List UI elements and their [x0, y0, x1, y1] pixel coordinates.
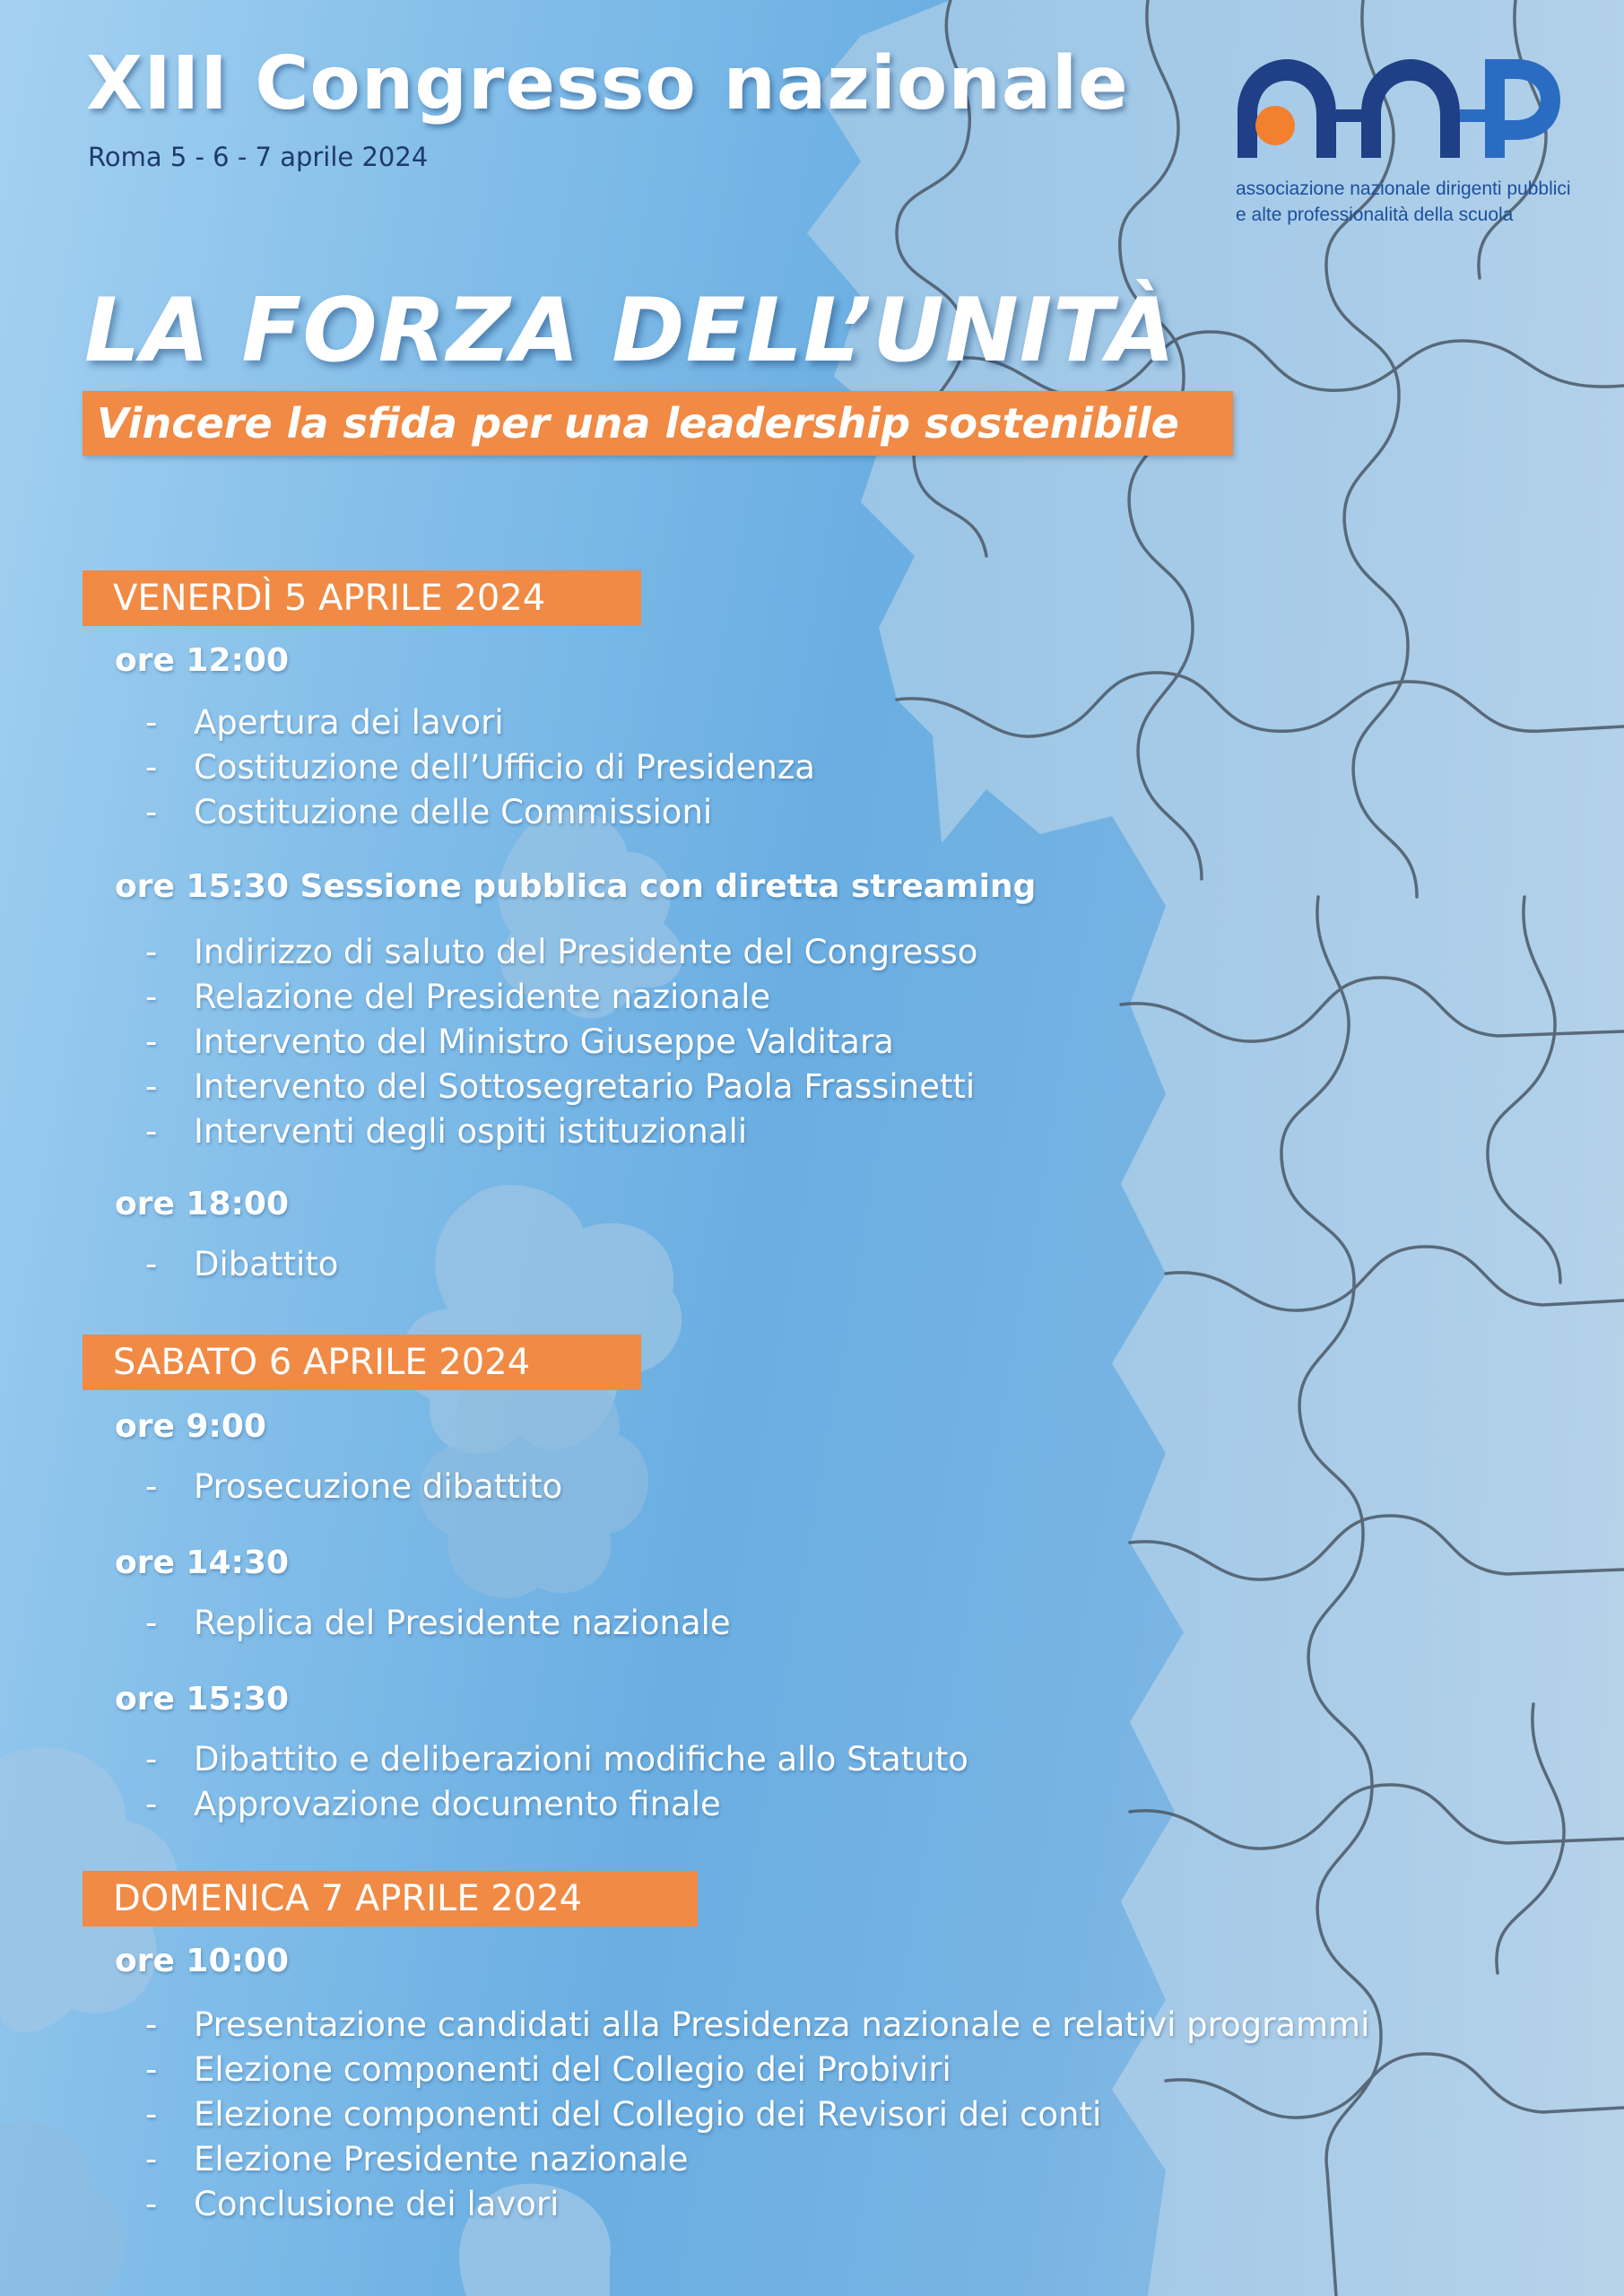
time-slot: ore 15:30 [115, 1681, 290, 1718]
list-item: - Apertura dei lavori [145, 703, 504, 742]
item-text: Dibattito e deliberazioni modifiche allo Statuto [194, 1740, 968, 1779]
day-label: SABATO 6 APRILE 2024 [113, 1342, 531, 1383]
item-text: Approvazione documento finale [194, 1785, 721, 1823]
list-item: - Approvazione documento finale [145, 1785, 721, 1823]
list-item: - Elezione componenti del Collegio dei Revisori dei conti [145, 2095, 1102, 2134]
day-label: VENERDÌ 5 APRILE 2024 [113, 578, 546, 619]
day-header-friday [83, 570, 641, 626]
item-text: Presentazione candidati alla Presidenza nazionale e relativi programmi [194, 2005, 1370, 2044]
time-slot: ore 10:00 [115, 1943, 290, 1979]
list-item: - Conclusione dei lavori [145, 2185, 560, 2223]
logo-caption-line2: e alte professionalità della scuola [1236, 204, 1514, 225]
time-slot: ore 14:30 [115, 1544, 290, 1581]
event-dates: Roma 5 - 6 - 7 aprile 2024 [88, 142, 429, 172]
item-text: Intervento del Ministro Giuseppe Valditara [194, 1022, 894, 1061]
logo-caption-line1: associazione nazionale dirigenti pubblici [1236, 178, 1571, 199]
item-text: Indirizzo di saluto del Presidente del Congresso [194, 933, 978, 971]
list-item: - Dibattito e deliberazioni modifiche allo Statuto [145, 1740, 968, 1779]
list-item: - Presentazione candidati alla Presidenza nazionale e relativi programmi [145, 2005, 1370, 2044]
subtitle-banner [83, 391, 1233, 456]
item-text: Apertura dei lavori [194, 703, 504, 742]
item-text: Interventi degli ospiti istituzionali [194, 1112, 748, 1151]
item-text: Dibattito [194, 1245, 339, 1283]
time-slot: ore 18:00 [115, 1186, 290, 1222]
day-label: DOMENICA 7 APRILE 2024 [113, 1878, 583, 1919]
item-text: Elezione componenti del Collegio dei Revisori dei conti [194, 2095, 1102, 2134]
item-text: Elezione Presidente nazionale [194, 2140, 689, 2179]
headline: LA FORZA DELL’UNITÀ [84, 280, 1177, 382]
logo-caption [1236, 176, 1571, 228]
list-item: - Replica del Presidente nazionale [145, 1604, 731, 1642]
day-header-sunday [83, 1871, 698, 1926]
item-text: Costituzione dell’Ufficio di Presidenza [194, 748, 815, 787]
time-slot: ore 12:00 [115, 642, 290, 679]
list-item: - Interventi degli ospiti istituzionali [145, 1112, 748, 1151]
list-item: - Intervento del Sottosegretario Paola Frassinetti [145, 1067, 976, 1106]
item-text: Prosecuzione dibattito [194, 1467, 563, 1506]
list-item: - Costituzione dell’Ufficio di Presidenza [145, 748, 815, 787]
list-item: - Intervento del Ministro Giuseppe Valditara [145, 1022, 894, 1061]
list-item: - Prosecuzione dibattito [145, 1467, 563, 1506]
item-text: Elezione componenti del Collegio dei Probiviri [194, 2050, 951, 2089]
item-text: Replica del Presidente nazionale [194, 1604, 731, 1642]
item-text: Costituzione delle Commissioni [194, 793, 713, 831]
subtitle: Vincere la sfida per una leadership sostenibile [97, 399, 1179, 448]
item-text: Intervento del Sottosegretario Paola Frassinetti [194, 1067, 976, 1106]
item-text: Relazione del Presidente nazionale [194, 978, 771, 1016]
list-item: - Relazione del Presidente nazionale [145, 978, 771, 1016]
page-title: XIII Congresso nazionale [86, 41, 1129, 126]
list-item: - Costituzione delle Commissioni [145, 793, 713, 831]
item-text: Conclusione dei lavori [194, 2185, 560, 2223]
time-slot: ore 9:00 [115, 1408, 266, 1445]
list-item: - Dibattito [145, 1245, 339, 1283]
list-item: - Elezione componenti del Collegio dei Probiviri [145, 2050, 951, 2089]
list-item: - Elezione Presidente nazionale [145, 2140, 689, 2179]
time-slot: ore 15:30 Sessione pubblica con diretta streaming [115, 868, 1037, 905]
day-header-saturday [83, 1335, 641, 1390]
list-item: - Indirizzo di saluto del Presidente del Congresso [145, 933, 978, 971]
